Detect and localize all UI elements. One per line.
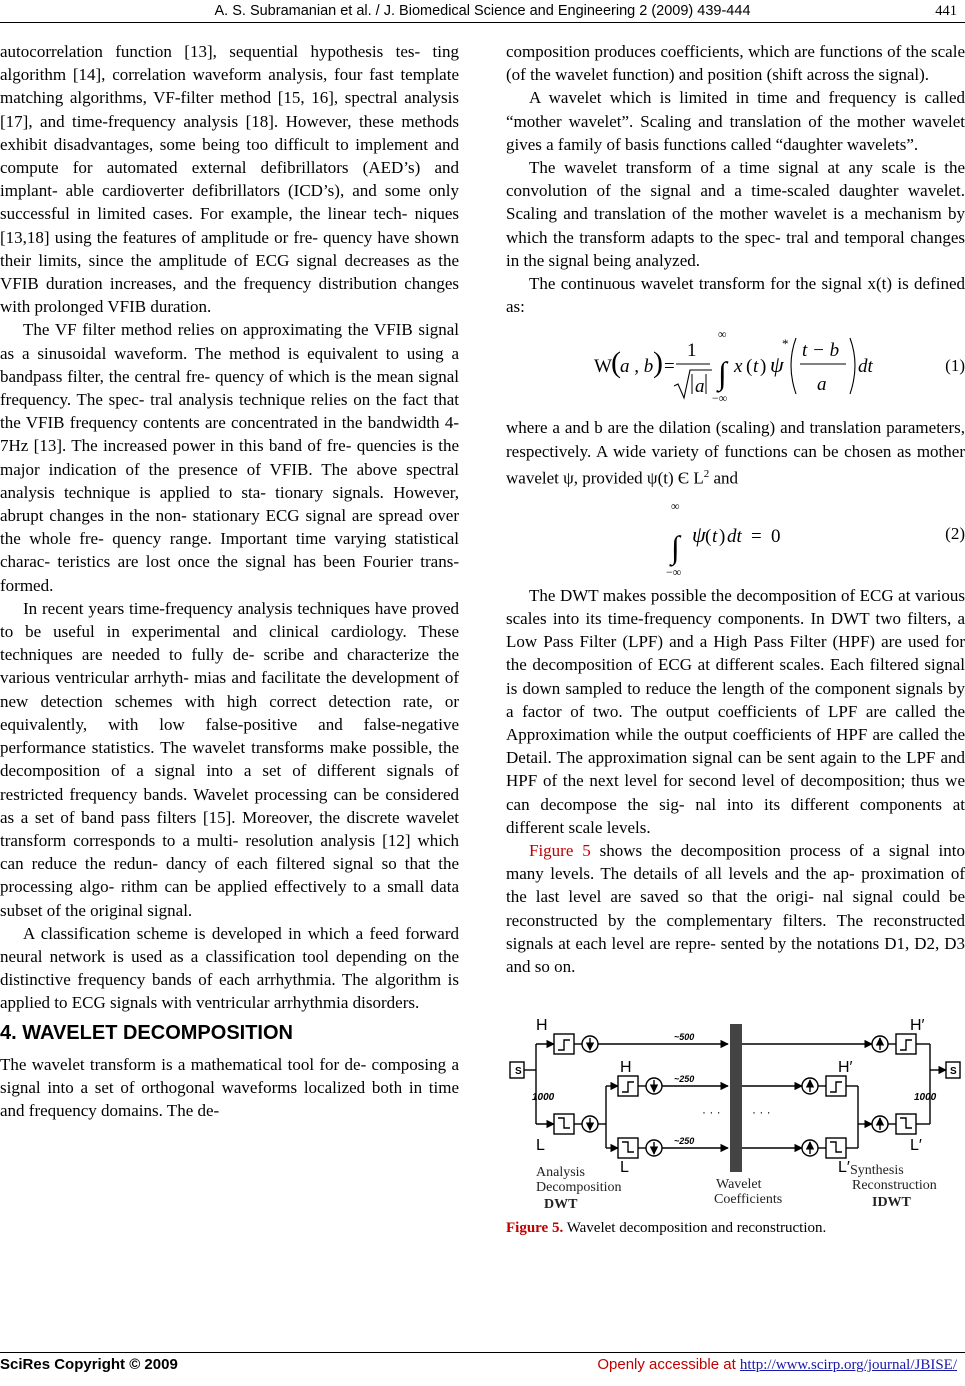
fig-synthesis-label: Synthesis <box>850 1163 904 1179</box>
wavelet-decomposition-diagram <box>506 1016 965 1212</box>
running-head-title: A. S. Subramanian et al. / J. Biomedical Science and Engineering 2 (2009) 439-444 <box>214 3 751 19</box>
footer-rule <box>0 1352 965 1353</box>
superscript: 2 <box>703 467 710 480</box>
footer-copyright: SciRes Copyright © 2009 <box>0 1356 178 1373</box>
eq2-dt: dt <box>727 525 742 547</box>
figure-5-link[interactable]: Figure 5 <box>529 840 591 860</box>
paragraph: The VF filter method relies on approximating the VFIB signal as a sinusoidal waveform. The method is equivalent to using a bandpass filter, the central fre- quency of which is the mean signal frequency. The spec- tral analysis technique relies on the fact that the VFIB frequency contents are concentrated in the bandwidth 4-7Hz [13]. The increased power in this band of fre- quencies is the major indication of the presence of VFIB. The above spectral analysis technique is applied to sta- tionary signals. However, abrupt changes in the non- stationary ECG signal are spread over the whole fre- quency range. Important time varying statistical charac- teristics are lost once the signal has been Fourier trans- formed. <box>0 320 459 595</box>
eq1-equals: = <box>664 356 675 378</box>
eq2-t: t <box>712 525 718 547</box>
fig-analysis-label: Analysis <box>536 1165 585 1181</box>
eq1-paren-open: ( <box>611 346 621 380</box>
paragraph: In recent years time-frequency analysis techniques have proved to be useful in experimental and clinical cardiology. These techniques are needed to fully de- scribe and characterize the various ventricular arrhyth- mias and facilitate the development of new detection schemes with high correct detection rate, or equivalently, with low false-positive and false-negative performance statistics. The wavelet transforms make possible, the decomposition of a signal into a set of different signals of restricted frequency bands. Wavelet processing can be considered as a set of band pass filters [15]. Moreover, the discrete wavelet transform corresponds to a multi- resolution analysis [12] which can reduce the redun- dancy of each filtered signal so that the processing algo- rithm can be applied effectively to a small data subset of the original signal. <box>0 598 459 920</box>
fig-l-label: L <box>536 1137 545 1155</box>
paragraph: composition produces coefficients, which are functions of the scale (of the wavelet function) and position (shift across the signal). <box>506 42 965 85</box>
eq2-paren: ) <box>719 525 726 547</box>
equation-1 <box>506 318 965 410</box>
fig-coefficients-label: Coefficients <box>714 1192 783 1208</box>
fig-reconstruction-label: Reconstruction <box>852 1178 937 1194</box>
fig-h-label: H <box>536 1017 548 1035</box>
fig-decomposition-label: Decomposition <box>536 1180 622 1196</box>
eq1-lower-limit: −∞ <box>712 391 728 406</box>
footer-access <box>597 1356 957 1374</box>
eq1-x: x <box>734 356 743 378</box>
eq1-star: * <box>782 336 789 352</box>
wavelet-coefficients-bar <box>730 1024 742 1172</box>
figure-caption <box>506 1218 965 1238</box>
eq2-psi: ψ <box>692 521 706 547</box>
section-heading: 4. WAVELET DECOMPOSITION <box>0 1021 293 1044</box>
fig-input-s-label: S <box>515 1066 522 1078</box>
fig-signal-250a: ~250 <box>674 1074 695 1085</box>
fig-idwt-label: IDWT <box>872 1195 911 1211</box>
eq1-dt: dt <box>858 356 873 378</box>
equation-1-number: (1) <box>945 356 965 376</box>
fig-signal-1000-out: 1000 <box>914 1092 937 1104</box>
fig-lprime2-label: L′ <box>838 1159 850 1177</box>
journal-url-link[interactable]: http://www.scirp.org/journal/JBISE/ <box>739 1357 957 1373</box>
paragraph-text: shows the decomposition process of a signal into many levels. The details of all levels and the ap- proximation of the last level are saved so that the origi- nal signal could be reconstructed by the complementary filters. The reconstructed signals at each level are repre- sented by the notations D1, D2, D3 and so on. <box>506 840 965 976</box>
figure-caption-label: Figure 5. <box>506 1220 564 1237</box>
fig-hprime-label: H′ <box>910 1017 925 1035</box>
eq1-psi: ψ <box>770 352 784 378</box>
paragraph: The continuous wavelet transform for the signal x(t) is defined as: <box>506 274 965 317</box>
fig-lprime-label: L′ <box>910 1137 922 1155</box>
eq1-frac-num: 1 <box>687 340 697 362</box>
eq1-inner-den: a <box>817 374 827 396</box>
fig-dots-left: · · · <box>702 1105 721 1120</box>
fig-l2-label: L <box>620 1159 629 1177</box>
header-rule <box>0 22 965 23</box>
paragraph-text: and <box>709 468 739 488</box>
equation-2 <box>506 490 965 582</box>
eq1-lhs: W <box>594 356 612 378</box>
figure-5 <box>506 1016 965 1212</box>
eq1-integral: ∫ <box>718 355 727 392</box>
eq2-upper-limit: ∞ <box>671 498 680 513</box>
fig-h2-label: H <box>620 1059 632 1077</box>
footer-access-text: Openly accessible at <box>597 1356 740 1373</box>
eq1-inner-num: t − b <box>802 340 840 362</box>
paragraph: autocorrelation function [13], sequential hypothesis tes- ting algorithm [14], correlation waveform analysis, four fast template matching algorithms, VF-filter method [15, 16], spectral analysis [17], and time-frequency analysis [18]. However, these methods exhibit disadvantages, some being too difficult to implement and compute for automated external defibrillators (AED’s) and implant- able cardioverter defibrillators (ICD’s), and some only successful in limited cases. For example, the linear tech- niques [13,18] using the features of amplitude or fre- quency have shown their limits, since the amplitude of ECG signal decreases as the VFIB duration increases, and the frequency distribution changes with prolonged VFIB duration. <box>0 42 459 317</box>
eq1-args: a , b <box>620 356 654 378</box>
eq1-upper-limit: ∞ <box>718 327 727 342</box>
eq1-frac-den: a <box>695 376 705 398</box>
fig-dwt-label: DWT <box>544 1197 578 1213</box>
fig-hprime2-label: H′ <box>838 1059 853 1077</box>
eq2-rhs: 0 <box>771 525 781 547</box>
running-header <box>0 0 965 32</box>
figure-caption-text: Wavelet decomposition and reconstruction. <box>563 1220 827 1237</box>
eq2-lower-limit: −∞ <box>666 564 682 579</box>
equation-2-graphic <box>506 490 926 582</box>
paragraph: A wavelet which is limited in time and frequency is called “mother wavelet”. Scaling and translation of the mother wavelet gives a family of basis functions called “daughter wavelets”. <box>506 88 965 154</box>
paragraph: The wavelet transform of a time signal at any scale is the convolution of the signal and a time-scaled daughter wavelet. Scaling and translation of the mother wavelet is a mechanism by which the transform adapts to the spec- tral and temporal changes in the signal being analyzed. <box>506 158 965 270</box>
eq1-t: t <box>753 356 759 378</box>
paragraph <box>506 839 965 978</box>
fig-dots-right: · · · <box>752 1105 771 1120</box>
equation-1-graphic <box>506 318 926 410</box>
page-number: 441 <box>935 3 957 19</box>
fig-signal-500: ~500 <box>674 1032 695 1043</box>
fig-wavelet-label: Wavelet <box>716 1177 762 1193</box>
paragraph <box>506 416 965 489</box>
equation-2-number: (2) <box>945 523 965 543</box>
paragraph: A classification scheme is developed in which a feed forward neural network is used as a classification tool depending on the distinctive frequency bands of each arrhythmia. The algorithm is applied to ECG signals with ventricular arrhythmia disorders. <box>0 923 459 1013</box>
paragraph: The DWT makes possible the decomposition of ECG at various scales into its time-frequency components. In DWT two filters, a Low Pass Filter (LPF) and a High Pass Filter (HPF) are used for the decomposition of ECG at different scales. Each filtered signal is down sampled to reduce the length of the component signals by a factor of two. The output coefficients of LPF are called the Approximation while the output coefficients of HPF are called the Detail. The approximation signal can be sent again to the LPF and HPF of the next level for second level of decomposition; thus we can decompose the sig- nal into its different components at different scale levels. <box>506 585 965 837</box>
eq1-paren: ) <box>760 356 767 378</box>
fig-signal-1000: 1000 <box>532 1092 555 1104</box>
right-column <box>506 40 965 1238</box>
fig-signal-250b: ~250 <box>674 1136 695 1147</box>
eq1-paren: ( <box>746 356 753 378</box>
left-column <box>0 40 459 1122</box>
fig-output-s-label: S <box>950 1066 957 1078</box>
paragraph-text: where a and b are the dilation (scaling) and translation parameters, respectively. A wide variety of functions can be chosen as mother wavelet ψ, provided ψ(t) Є L <box>506 418 965 488</box>
eq2-paren: ( <box>705 525 712 547</box>
eq2-integral: ∫ <box>671 528 680 565</box>
eq2-equals: = <box>751 525 762 547</box>
eq1-paren-close: ) <box>653 346 663 380</box>
paragraph: The wavelet transform is a mathematical tool for de- composing a signal into a set of orthogonal waveforms localized both in time and frequency domains. The de- <box>0 1054 459 1120</box>
